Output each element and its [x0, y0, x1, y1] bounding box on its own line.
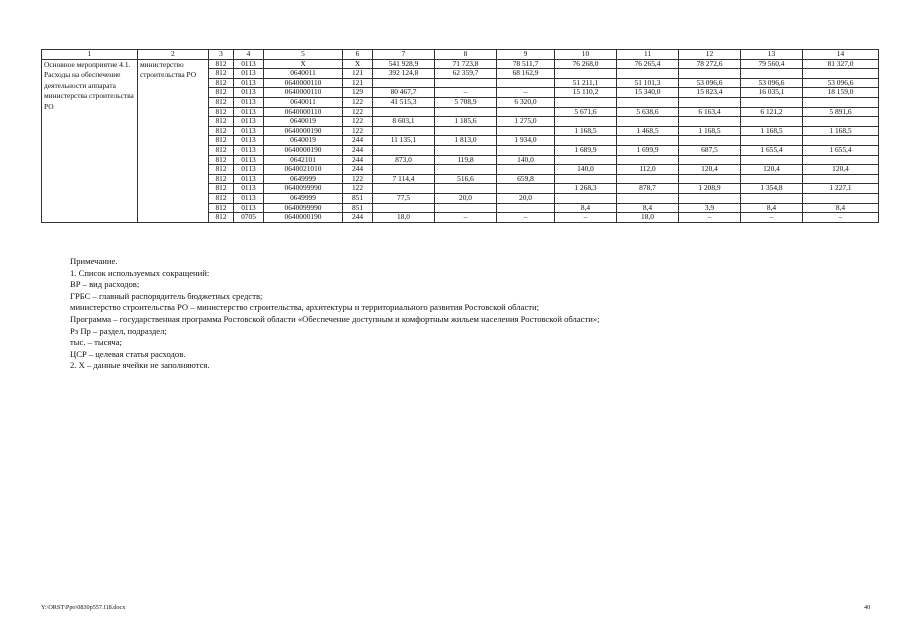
table-cell — [803, 97, 879, 107]
table-cell: 812 — [209, 213, 234, 223]
column-header: 8 — [435, 50, 497, 60]
table-cell: X — [264, 59, 343, 69]
table-cell: 20,0 — [435, 193, 497, 203]
table-cell — [741, 174, 803, 184]
table-cell: 812 — [209, 97, 234, 107]
table-cell: 0640000190 — [264, 145, 343, 155]
table-cell — [435, 184, 497, 194]
table-cell: 15 340,0 — [617, 88, 679, 98]
table-cell: 0113 — [234, 203, 264, 213]
table-cell — [803, 69, 879, 79]
table-cell: 0113 — [234, 174, 264, 184]
notes-title: Примечание. — [70, 256, 118, 266]
table-cell: 812 — [209, 126, 234, 136]
table-cell: 516,6 — [435, 174, 497, 184]
table-cell: 120,4 — [741, 165, 803, 175]
table-cell: 812 — [209, 184, 234, 194]
table-cell — [555, 117, 617, 127]
table-cell: 851 — [343, 193, 373, 203]
table-cell — [497, 203, 555, 213]
table-cell: – — [803, 213, 879, 223]
table-cell: 812 — [209, 145, 234, 155]
table-cell: 1 208,9 — [679, 184, 741, 194]
table-cell: 80 467,7 — [373, 88, 435, 98]
table-cell: 8,4 — [555, 203, 617, 213]
table-cell: 76 265,4 — [617, 59, 679, 69]
table-cell — [741, 117, 803, 127]
note-line: ЦСР – целевая статья расходов. — [70, 348, 186, 359]
note-line: Программа – государственная программа Ростовской области «Обеспечение доступным и комфортным жильем населения Ростовской области»; — [70, 313, 600, 324]
note-line: 1. Список используемых сокращений: — [70, 267, 210, 278]
table-cell: 0113 — [234, 97, 264, 107]
table-cell — [679, 193, 741, 203]
table-cell: 79 560,4 — [741, 59, 803, 69]
table-cell — [679, 117, 741, 127]
table-cell — [617, 136, 679, 146]
notes-section — [70, 256, 850, 372]
table-cell: 0642101 — [264, 155, 343, 165]
table-cell: – — [497, 88, 555, 98]
table-cell: 8,4 — [741, 203, 803, 213]
table-cell: – — [497, 213, 555, 223]
table-cell: X — [343, 59, 373, 69]
table-cell — [803, 117, 879, 127]
table-cell: 119,8 — [435, 155, 497, 165]
table-cell: 112,0 — [617, 165, 679, 175]
table-cell: – — [679, 213, 741, 223]
table-cell: 812 — [209, 59, 234, 69]
table-cell: – — [435, 213, 497, 223]
table-cell: 812 — [209, 69, 234, 79]
table-cell — [741, 69, 803, 79]
table-cell — [373, 203, 435, 213]
table-cell: – — [435, 88, 497, 98]
table-cell: 78 511,7 — [497, 59, 555, 69]
table-cell: 0640000110 — [264, 78, 343, 88]
table-cell: 18,0 — [617, 213, 679, 223]
table-cell: 1 699,9 — [617, 145, 679, 155]
table-cell: 11 135,1 — [373, 136, 435, 146]
table-cell — [741, 136, 803, 146]
table-cell: 1 813,0 — [435, 136, 497, 146]
table-cell: 3,9 — [679, 203, 741, 213]
table-cell: 0113 — [234, 145, 264, 155]
table-cell: 53 096,6 — [803, 78, 879, 88]
table-cell: 16 035,1 — [741, 88, 803, 98]
table-cell: 0640000190 — [264, 213, 343, 223]
column-header: 13 — [741, 50, 803, 60]
table-cell: 1 655,4 — [741, 145, 803, 155]
table-cell: 0640019 — [264, 136, 343, 146]
table-cell — [435, 107, 497, 117]
table-cell — [497, 126, 555, 136]
table-cell: 15 823,4 — [679, 88, 741, 98]
note-line: 2. Х – данные ячейки не заполняются. — [70, 360, 210, 371]
column-header: 9 — [497, 50, 555, 60]
column-header: 2 — [138, 50, 209, 60]
note-line: министерство строительства РО – министерство строительства, архитектуры и территориального развития Ростовской области; — [70, 302, 539, 313]
table-cell: 6 163,4 — [679, 107, 741, 117]
table-cell — [617, 117, 679, 127]
table-cell: 53 096,6 — [741, 78, 803, 88]
table-cell: 0113 — [234, 117, 264, 127]
table-cell — [373, 145, 435, 155]
note-line: ГРБС – главный распорядитель бюджетных средств; — [70, 290, 263, 301]
table-cell: 812 — [209, 193, 234, 203]
table-cell: 18 159,0 — [803, 88, 879, 98]
table-cell: 1 655,4 — [803, 145, 879, 155]
table-cell: 1 354,8 — [741, 184, 803, 194]
activity-name-cell: Основное мероприятие 4.1. Расходы на обеспечение деятельности аппарата министерства строительства РО — [42, 59, 138, 222]
table-cell — [679, 174, 741, 184]
table-cell: 812 — [209, 165, 234, 175]
table-cell — [497, 145, 555, 155]
table-cell: 812 — [209, 117, 234, 127]
table-header-row — [42, 50, 879, 60]
table-cell — [803, 136, 879, 146]
table-cell: 76 268,0 — [555, 59, 617, 69]
table-cell: 1 934,0 — [497, 136, 555, 146]
table-cell: 140,0 — [497, 155, 555, 165]
table-cell: 0640099990 — [264, 184, 343, 194]
table-cell — [497, 107, 555, 117]
table-cell — [497, 78, 555, 88]
table-cell: 15 110,2 — [555, 88, 617, 98]
table-cell: 7 114,4 — [373, 174, 435, 184]
table-cell: 1 227,1 — [803, 184, 879, 194]
table-cell: 1 268,3 — [555, 184, 617, 194]
table-cell: 122 — [343, 107, 373, 117]
table-cell — [373, 107, 435, 117]
table-cell — [555, 97, 617, 107]
table-cell: 1 689,9 — [555, 145, 617, 155]
table-cell: 0640011 — [264, 97, 343, 107]
column-header: 14 — [803, 50, 879, 60]
table-cell: 18,0 — [373, 213, 435, 223]
table-cell: 0649999 — [264, 193, 343, 203]
table-cell: 0640021010 — [264, 165, 343, 175]
table-cell: 244 — [343, 136, 373, 146]
table-cell: 140,0 — [555, 165, 617, 175]
table-cell: 659,8 — [497, 174, 555, 184]
table-cell: 0113 — [234, 184, 264, 194]
table-cell: 122 — [343, 126, 373, 136]
table-cell — [435, 145, 497, 155]
table-cell: 244 — [343, 165, 373, 175]
table-cell: 122 — [343, 174, 373, 184]
table-cell: 812 — [209, 88, 234, 98]
column-header: 6 — [343, 50, 373, 60]
table-cell: 8,4 — [617, 203, 679, 213]
table-cell — [679, 155, 741, 165]
table-cell: 51 211,1 — [555, 78, 617, 88]
table-cell: 0640000110 — [264, 88, 343, 98]
table-cell — [435, 203, 497, 213]
table-cell: 121 — [343, 78, 373, 88]
table-cell: 812 — [209, 155, 234, 165]
column-header: 11 — [617, 50, 679, 60]
table-cell — [617, 155, 679, 165]
table-cell: 541 928,9 — [373, 59, 435, 69]
table-cell — [617, 97, 679, 107]
table-cell: 122 — [343, 184, 373, 194]
table-cell: 1 168,5 — [803, 126, 879, 136]
table-cell: 0113 — [234, 88, 264, 98]
table-cell: 5 708,9 — [435, 97, 497, 107]
column-header: 5 — [264, 50, 343, 60]
executor-cell: министерство строительства РО — [138, 59, 209, 222]
table-cell: 1 168,5 — [741, 126, 803, 136]
table-body — [42, 59, 879, 222]
table-cell — [373, 78, 435, 88]
table-cell: 812 — [209, 78, 234, 88]
table-cell: 0113 — [234, 126, 264, 136]
table-cell: 120,4 — [679, 165, 741, 175]
table-cell: 1 168,5 — [679, 126, 741, 136]
table-cell: 878,7 — [617, 184, 679, 194]
table-cell: 8,4 — [803, 203, 879, 213]
table-cell — [803, 174, 879, 184]
table-cell: – — [555, 213, 617, 223]
column-header: 4 — [234, 50, 264, 60]
table-cell — [741, 193, 803, 203]
table-cell: 0113 — [234, 78, 264, 88]
table-cell — [555, 155, 617, 165]
table-cell — [555, 69, 617, 79]
table-cell — [741, 97, 803, 107]
table-cell — [555, 193, 617, 203]
table-cell: 1 168,5 — [555, 126, 617, 136]
table-cell: 20,0 — [497, 193, 555, 203]
table-cell — [373, 126, 435, 136]
table-cell: 5 891,6 — [803, 107, 879, 117]
table-cell — [435, 165, 497, 175]
table-cell — [373, 184, 435, 194]
table-row — [42, 59, 879, 69]
table-cell: – — [741, 213, 803, 223]
table-cell: 78 272,6 — [679, 59, 741, 69]
table-cell: 68 162,9 — [497, 69, 555, 79]
footer-file-path: Y:\ORST\Ppo\0830p557.f18.docx — [41, 604, 126, 611]
table-cell: 6 320,0 — [497, 97, 555, 107]
table-cell: 0640000110 — [264, 107, 343, 117]
note-line: тыс. – тысяча; — [70, 337, 122, 348]
table-cell: 0640099990 — [264, 203, 343, 213]
table-cell: 244 — [343, 213, 373, 223]
note-line: ВР – вид расходов; — [70, 279, 140, 290]
table-cell — [679, 97, 741, 107]
table-cell: 851 — [343, 203, 373, 213]
table-cell — [617, 174, 679, 184]
table-cell — [435, 78, 497, 88]
table-cell: 122 — [343, 97, 373, 107]
table-cell: 0113 — [234, 165, 264, 175]
column-header: 10 — [555, 50, 617, 60]
table-cell: 812 — [209, 136, 234, 146]
table-cell: 0640000190 — [264, 126, 343, 136]
table-cell: 129 — [343, 88, 373, 98]
column-header: 3 — [209, 50, 234, 60]
table-cell: 812 — [209, 107, 234, 117]
table-cell: 51 101,3 — [617, 78, 679, 88]
expenditure-table — [41, 49, 879, 223]
table-cell: 0113 — [234, 155, 264, 165]
note-line: Рз Пр – раздел, подраздел; — [70, 325, 167, 336]
table-cell: 1 185,6 — [435, 117, 497, 127]
table-cell: 0640011 — [264, 69, 343, 79]
column-header: 12 — [679, 50, 741, 60]
table-cell — [497, 165, 555, 175]
table-cell: 71 723,8 — [435, 59, 497, 69]
table-cell: 244 — [343, 155, 373, 165]
table-cell: 0113 — [234, 59, 264, 69]
table-cell — [555, 136, 617, 146]
table-cell: 121 — [343, 69, 373, 79]
table-cell: 6 121,2 — [741, 107, 803, 117]
table-cell: 0640019 — [264, 117, 343, 127]
table-cell — [617, 193, 679, 203]
column-header: 1 — [42, 50, 138, 60]
table-cell — [497, 184, 555, 194]
table-cell — [617, 69, 679, 79]
table-cell: 392 124,8 — [373, 69, 435, 79]
table-cell: 77,5 — [373, 193, 435, 203]
table-cell: 0705 — [234, 213, 264, 223]
table-cell: 812 — [209, 203, 234, 213]
table-cell: 0649999 — [264, 174, 343, 184]
table-cell: 0113 — [234, 107, 264, 117]
table-cell: 873,0 — [373, 155, 435, 165]
table-cell: 41 515,3 — [373, 97, 435, 107]
table-cell: 5 638,6 — [617, 107, 679, 117]
table-cell: 81 327,0 — [803, 59, 879, 69]
table-cell — [373, 165, 435, 175]
table-cell: 0113 — [234, 193, 264, 203]
table-cell — [555, 174, 617, 184]
table-cell: 812 — [209, 174, 234, 184]
table-cell: 62 359,7 — [435, 69, 497, 79]
table-cell — [803, 155, 879, 165]
table-cell: 687,5 — [679, 145, 741, 155]
table-cell: 0113 — [234, 69, 264, 79]
table-cell — [741, 155, 803, 165]
table-cell — [679, 136, 741, 146]
page-number: 40 — [864, 604, 871, 611]
table-cell — [803, 193, 879, 203]
table-cell: 8 603,1 — [373, 117, 435, 127]
table-cell: 0113 — [234, 136, 264, 146]
table-cell: 53 096,6 — [679, 78, 741, 88]
table-cell: 120,4 — [803, 165, 879, 175]
table-cell — [679, 69, 741, 79]
table-cell: 122 — [343, 117, 373, 127]
table-cell — [435, 126, 497, 136]
table-cell: 5 671,6 — [555, 107, 617, 117]
table-cell: 1 275,0 — [497, 117, 555, 127]
table-cell: 1 468,5 — [617, 126, 679, 136]
column-header: 7 — [373, 50, 435, 60]
table-cell: 244 — [343, 145, 373, 155]
